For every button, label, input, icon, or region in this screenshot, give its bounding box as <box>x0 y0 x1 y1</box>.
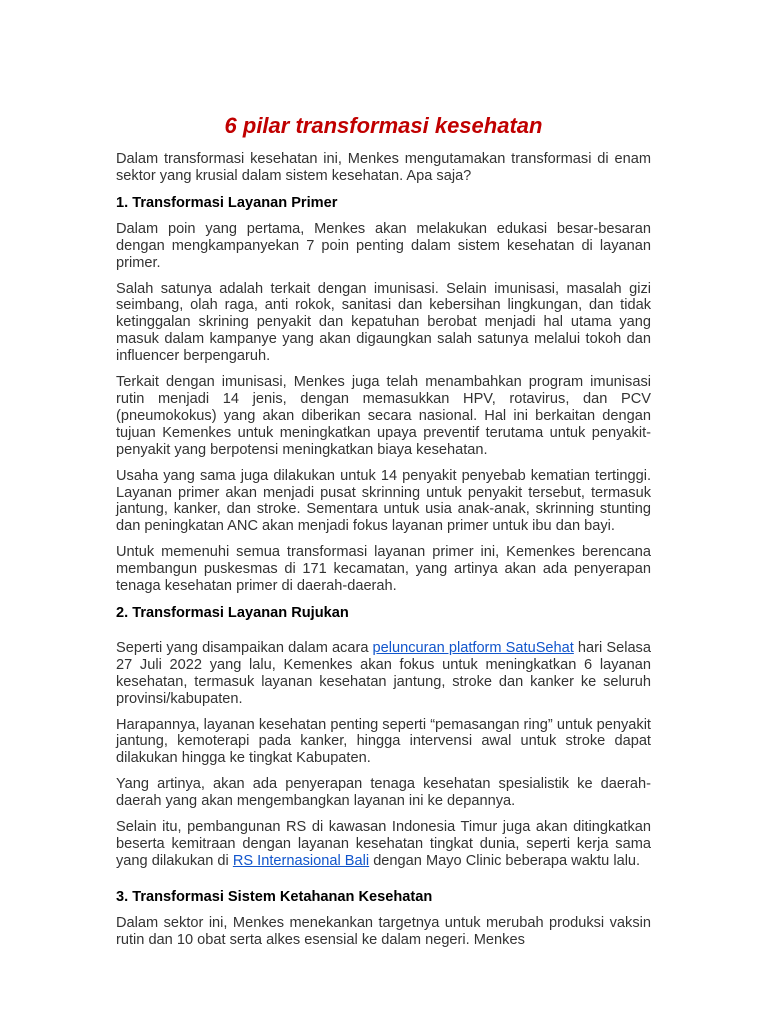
section-2-heading: 2. Transformasi Layanan Rujukan <box>116 604 349 621</box>
page-title: 6 pilar transformasi kesehatan <box>224 113 543 138</box>
section-1-paragraph-2: Salah satunya adalah terkait dengan imunisasi. Selain imunisasi, masalah gizi seimbang, olah raga, anti rokok, sanitasi dan kebersihan lingkungan, dan tidak ketinggalan skrining penyakit dan kepatuhan berobat menjadi hal utama yang masuk dalam kampanye yang akan digaungkan salah satunya melalui tokoh dan influencer berpengaruh. <box>116 280 651 365</box>
section-2-paragraph-2: Harapannya, layanan kesehatan penting seperti “pemasangan ring” untuk penyakit jantung, kemoterapi pada kanker, hingga intervensi awal untuk stroke dapat dilakukan hingga ke tingkat Kabupaten. <box>116 716 651 767</box>
section-3-paragraph-1: Dalam sektor ini, Menkes menekankan targetnya untuk merubah produksi vaksin rutin dan 10 obat serta alkes esensial ke dalam negeri. Menkes <box>116 914 651 948</box>
section-2-p1-text-before: Seperti yang disampaikan dalam acara <box>116 639 373 656</box>
section-1-heading: 1. Transformasi Layanan Primer <box>116 194 338 211</box>
rs-internasional-bali-link[interactable]: RS Internasional Bali <box>232 852 370 869</box>
section-2-p4-text-before: Selain itu, pembangunan RS di kawasan Indonesia Timur juga akan ditingkatkan beserta kemitraan dengan layanan kesehatan tingkat dunia, seperti kerja sama yang dilakukan di <box>116 819 651 869</box>
section-1-paragraph-3: Terkait dengan imunisasi, Menkes juga telah menambahkan program imunisasi rutin menjadi 14 jenis, dengan memasukkan HPV, rotavirus, dan PCV (pneumokokus) yang akan diberikan secara nasional. Hal ini berkaitan dengan tujuan Kemenkes untuk meningkatkan upaya preventif terutama untuk penyakit-penyakit yang berpotensi meningkatkan biaya kesehatan. <box>116 374 651 458</box>
section-1-paragraph-4: Usaha yang sama juga dilakukan untuk 14 penyakit penyebab kematian tertinggi. Layanan primer akan menjadi pusat skrinning untuk penyakit tersebut, termasuk jantung, kanker, dan stroke. Sementara untuk usia anak-anak, skrinning stunting dan peningkatan ANC akan menjadi fokus layanan primer untuk ibu dan bayi. <box>116 467 651 535</box>
section-2-p1-text-after: hari Selasa 27 Juli 2022 yang lalu, Kemenkes akan fokus untuk meningkatkan 6 layanan kesehatan, termasuk layanan kesehatan jantung, stroke dan kanker ke seluruh provinsi/kabupaten. <box>116 639 651 707</box>
section-1-paragraph-1: Dalam poin yang pertama, Menkes akan melakukan edukasi besar-besaran dengan mengkampanyekan 7 poin penting dalam sistem kesehatan di layanan primer. <box>116 220 651 271</box>
article-body <box>116 112 651 958</box>
section-2-paragraph-3: Yang artinya, akan ada penyerapan tenaga kesehatan spesialistik ke daerah-daerah yang akan mengembangkan layanan ini ke depannya. <box>116 776 651 810</box>
intro-paragraph: Dalam transformasi kesehatan ini, Menkes mengutamakan transformasi di enam sektor yang krusial dalam sistem kesehatan. Apa saja? <box>116 151 651 184</box>
section-2-paragraph-1 <box>116 640 651 708</box>
section-2-p4-text-after: dengan Mayo Clinic beberapa waktu lalu. <box>369 852 641 869</box>
section-3-heading: 3. Transformasi Sistem Ketahanan Kesehatan <box>116 888 433 905</box>
section-2-paragraph-4 <box>116 819 651 870</box>
satusehat-launch-link[interactable]: peluncuran platform SatuSehat <box>372 639 574 656</box>
section-1-paragraph-5: Untuk memenuhi semua transformasi layanan primer ini, Kemenkes berencana membangun puskesmas di 171 kecamatan, yang artinya akan ada penyerapan tenaga kesehatan primer di daerah-daerah. <box>116 544 651 595</box>
